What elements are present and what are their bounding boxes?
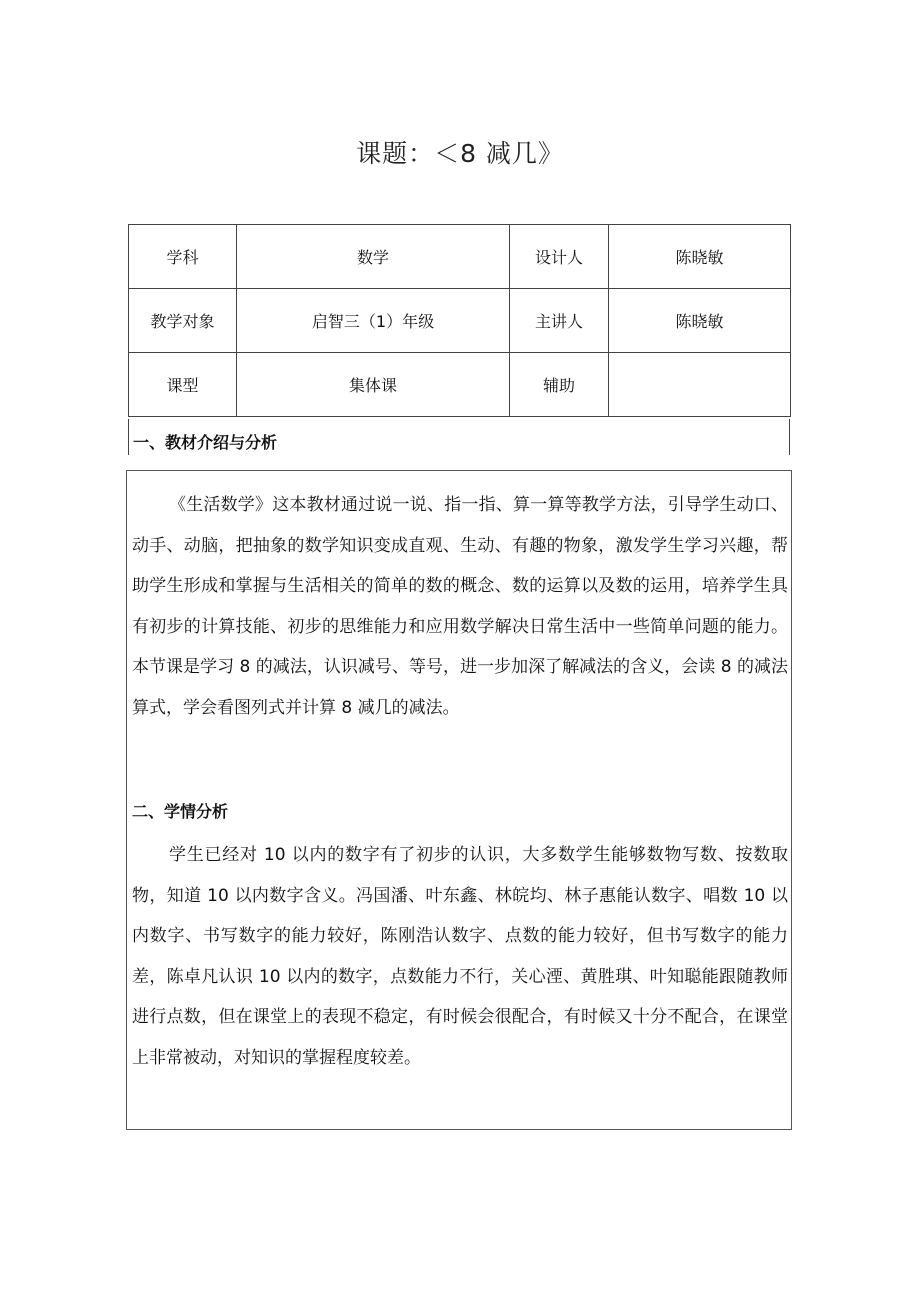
lesson-info-table	[128, 224, 791, 417]
section1-heading: 一、教材介绍与分析	[133, 433, 278, 452]
section2-heading: 二、学情分析	[132, 802, 229, 821]
lecturer-label: 主讲人	[510, 289, 609, 353]
content-box	[126, 470, 792, 1130]
audience-value: 启智三（1）年级	[237, 289, 510, 353]
designer-label: 设计人	[510, 225, 609, 289]
audience-label: 教学对象	[129, 289, 237, 353]
section1-heading-row	[128, 419, 790, 455]
lesson-type-label: 课型	[129, 353, 237, 417]
table-row	[129, 289, 791, 353]
section2-paragraph: 学生已经对 10 以内的数字有了初步的认识，大多数学生能够数物写数、按数取物，知道 10 以内数字含义。冯国潘、叶东鑫、林皖均、林子惠能认数字、唱数 10 以内数字、书写数字的能力较好，陈刚浩认数字、点数的能力较好，但书写数字的能力差，陈卓凡认识 10 以内的数字，点数能力不行，关心湮、黄胜琪、叶知聪能跟随教师进行点数，但在课堂上的表现不稳定，有时候会很配合，有时候又十分不配合，在课堂上非常被动，对知识的掌握程度较差。	[132, 845, 788, 1068]
lecturer-value: 陈晓敏	[609, 289, 791, 353]
subject-label: 学科	[129, 225, 237, 289]
page-title: 课题：＜8 减几》	[356, 139, 564, 168]
aids-label: 辅助	[510, 353, 609, 417]
table-row	[129, 353, 791, 417]
section1-paragraph: 《生活数学》这本教材通过说一说、指一指、算一算等教学方法，引导学生动口、动手、动脑，把抽象的数学知识变成直观、生动、有趣的物象，激发学生学习兴趣，帮助学生形成和掌握与生活相关的简单的数的概念、数的运算以及数的运用，培养学生具有初步的计算技能、初步的思维能力和应用数学解决日常生活中一些简单问题的能力。本节课是学习 8 的减法，认识减号、等号，进一步加深了解减法的含义，会读 8 的减法算式，学会看图列式并计算 8 减几的减法。	[132, 495, 788, 718]
table-row	[129, 225, 791, 289]
designer-value: 陈晓敏	[609, 225, 791, 289]
lesson-type-value: 集体课	[237, 353, 510, 417]
aids-value	[609, 353, 791, 417]
subject-value: 数学	[237, 225, 510, 289]
